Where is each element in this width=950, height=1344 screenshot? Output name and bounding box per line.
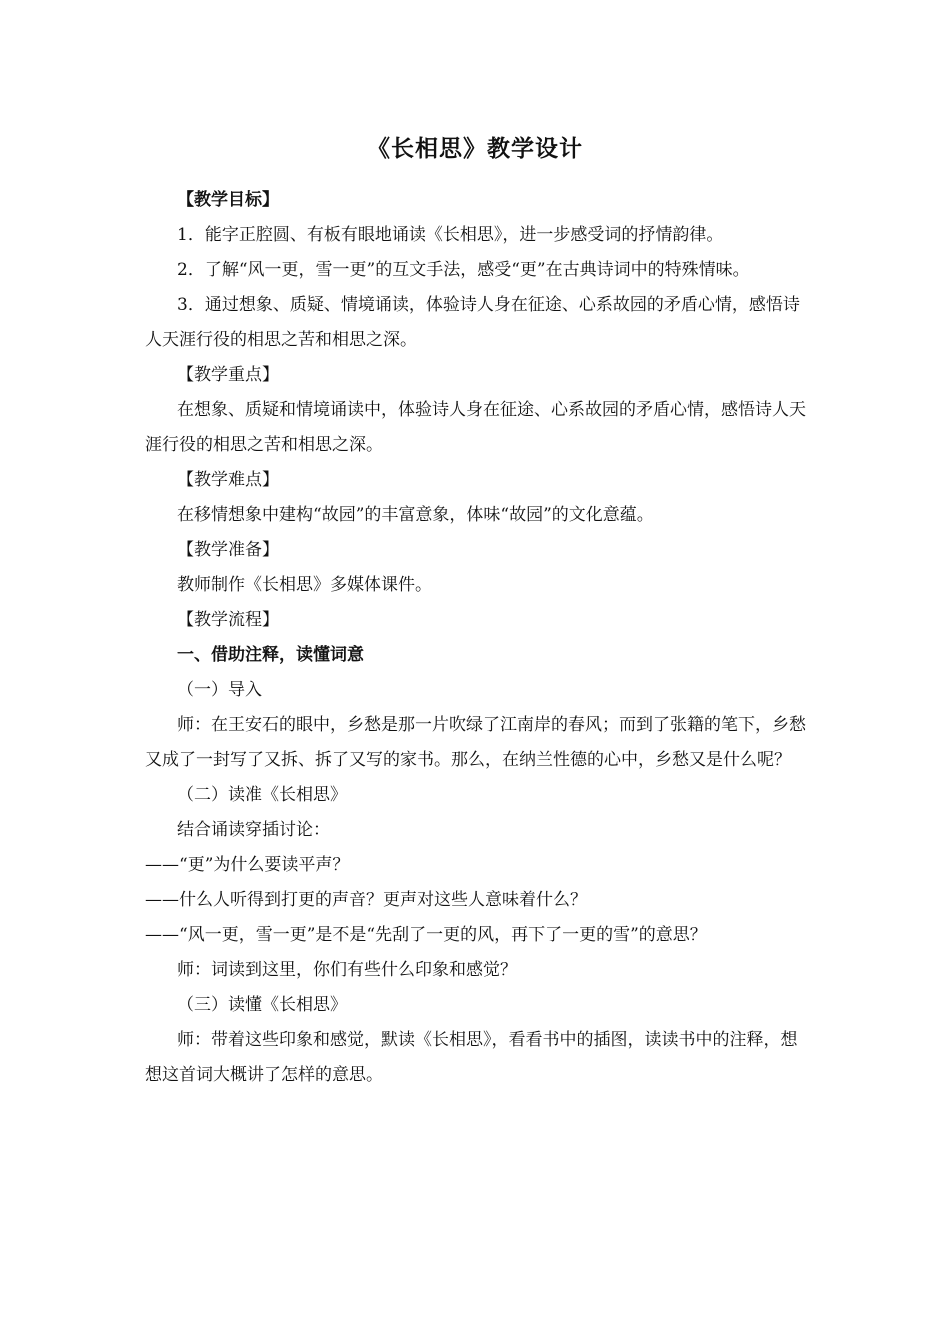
discussion-question: ——什么人听得到打更的声音？更声对这些人意味着什么？: [145, 890, 587, 910]
paragraph: 师：在王安石的眼中，乡愁是那一片吹绿了江南岸的春风；而到了张籍的笔下，乡愁又成了一封写了又拆、拆了又写的家书。那么，在纳兰性德的心中，乡愁又是什么呢？: [145, 715, 806, 770]
subsection-heading: （三）读懂《长相思》: [177, 995, 347, 1015]
document-title: 《长相思》教学设计: [367, 136, 583, 162]
paragraph: 师：词读到这里，你们有些什么印象和感觉？: [177, 960, 517, 980]
paragraph: 3．通过想象、质疑、情境诵读，体验诗人身在征途、心系故园的矛盾心情，感悟诗人天涯行役的相思之苦和相思之深。: [145, 295, 800, 350]
subsection-heading: （一）导入: [177, 680, 262, 700]
subsection-heading: 一、借助注释，读懂词意: [177, 645, 364, 665]
paragraph: 1．能字正腔圆、有板有眼地诵读《长相思》，进一步感受词的抒情韵律。: [177, 225, 724, 245]
paragraph: 教师制作《长相思》多媒体课件。: [177, 575, 432, 595]
paragraph: 2．了解“风一更，雪一更”的互文手法，感受“更”在古典诗词中的特殊情味。: [177, 260, 750, 280]
paragraph: 在移情想象中建构“故园”的丰富意象，体味“故园”的文化意蕴。: [177, 505, 654, 525]
subsection-heading: （二）读准《长相思》: [177, 785, 347, 805]
paragraph: 师：带着这些印象和感觉，默读《长相思》，看看书中的插图，读读书中的注释，想想这首词大概讲了怎样的意思。: [145, 1030, 798, 1085]
paragraph: 结合诵读穿插讨论：: [177, 820, 330, 840]
paragraph: 在想象、质疑和情境诵读中，体验诗人身在征途、心系故园的矛盾心情，感悟诗人天涯行役的相思之苦和相思之深。: [145, 400, 806, 455]
section-heading-process: 【教学流程】: [177, 610, 279, 630]
section-heading-preparation: 【教学准备】: [177, 540, 279, 560]
section-heading-objectives: 【教学目标】: [177, 190, 279, 210]
discussion-question: ——“更”为什么要读平声？: [145, 855, 350, 875]
document-body: [145, 183, 811, 1093]
discussion-question: ——“风一更，雪一更”是不是“先刮了一更的风，再下了一更的雪”的意思？: [145, 925, 707, 945]
section-heading-key-points: 【教学重点】: [177, 365, 279, 385]
section-heading-difficulties: 【教学难点】: [177, 470, 279, 490]
